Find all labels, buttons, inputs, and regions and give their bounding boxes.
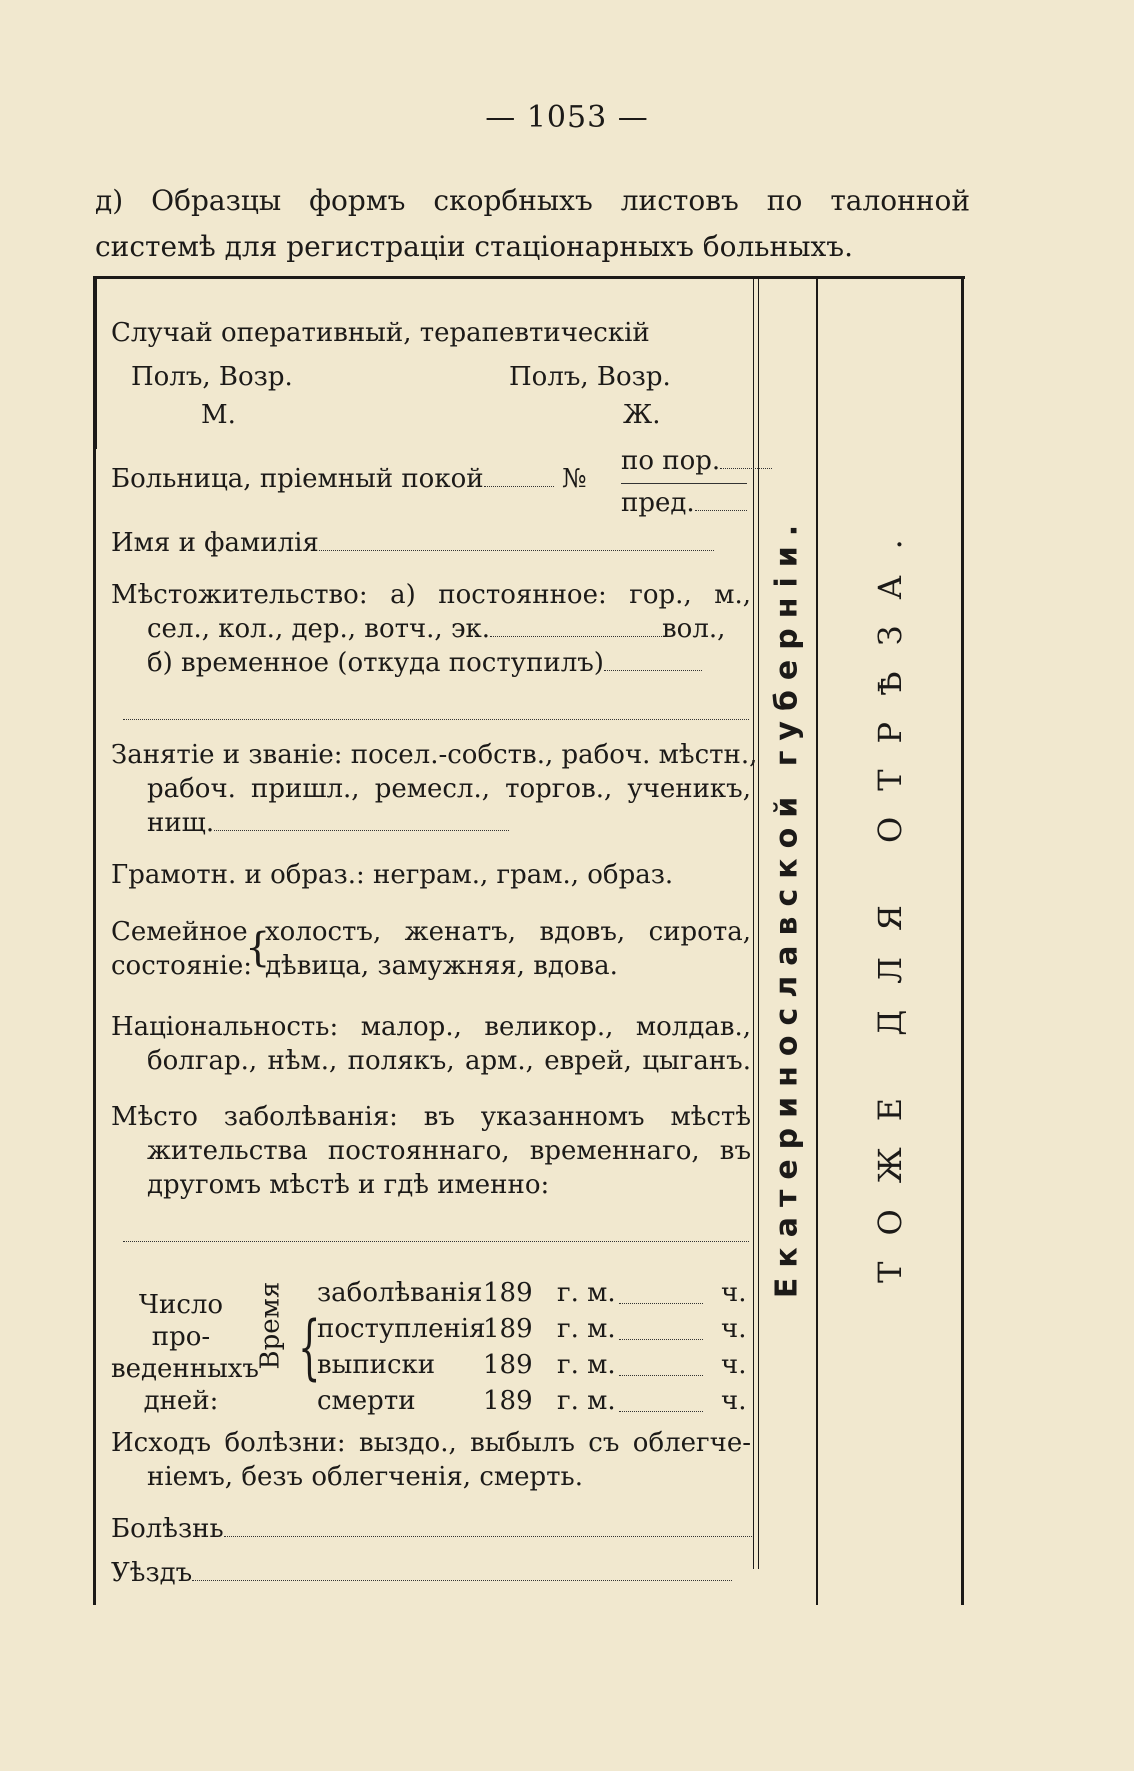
hospital-field[interactable] — [484, 464, 554, 487]
days-block — [111, 1275, 751, 1425]
right-border — [961, 279, 964, 1605]
time-gm: г. м. — [557, 1386, 616, 1416]
time-row — [317, 1347, 751, 1383]
disease-field[interactable] — [224, 1514, 752, 1537]
vertical-tear-text: ТОЖЕ ДЛЯ ОТРѢЗА. — [870, 513, 909, 1283]
outcome-1: Исходъ болѣзни: выздо., выбылъ съ облегче- — [111, 1428, 751, 1458]
name-label: Имя и фамилія — [111, 528, 319, 558]
residence-2 — [147, 613, 751, 646]
number-sign: № — [561, 464, 587, 494]
residence-1: Мѣстожительство: а) постоянное: гор., м., — [111, 580, 751, 610]
time-year: 189 — [483, 1278, 533, 1308]
vertical-column-1 — [758, 279, 816, 1605]
literacy-row: Грамотн. и образ.: неграм., грам., образ. — [111, 860, 674, 890]
previous-label: пред. — [621, 488, 695, 518]
family-options-2: дѣвица, замужняя, вдова. — [265, 951, 618, 981]
occupation-2: рабоч. пришл., ремесл., торгов., ученикъ, — [147, 774, 751, 804]
time-ch: ч. — [721, 1314, 747, 1344]
place-extra-line[interactable] — [123, 1241, 749, 1242]
days-label-2: веденныхъ — [111, 1354, 259, 1384]
district-field[interactable] — [192, 1558, 732, 1581]
previous — [621, 487, 751, 520]
time-event: заболѣванія — [317, 1278, 483, 1308]
days-label-1: Число про- — [138, 1290, 224, 1352]
time-field[interactable] — [619, 1389, 703, 1412]
vertical-province-text: Екатеринославской губерніи. — [769, 514, 805, 1299]
outcome-2: ніемъ, безъ облегченія, смерть. — [147, 1462, 583, 1492]
name-field[interactable] — [319, 528, 714, 551]
residence-village-field[interactable] — [490, 614, 662, 637]
previous-field[interactable] — [695, 488, 747, 511]
left-border — [93, 279, 96, 1605]
sex-age-left-label: Полъ, Возр. — [131, 362, 293, 392]
occupation-1: Занятіе и званіе: посел.-собств., рабоч. мѣстн., — [111, 740, 758, 770]
occupation-field[interactable] — [214, 808, 509, 831]
time-gm: г. м. — [557, 1278, 616, 1308]
disease-row — [111, 1513, 831, 1546]
time-year: 189 — [483, 1350, 533, 1380]
time-rows — [317, 1275, 751, 1419]
sex-age-left — [131, 361, 293, 394]
district-row — [111, 1557, 831, 1590]
family-block — [111, 915, 751, 985]
time-event: поступленія — [317, 1314, 486, 1344]
occupation-3-label: нищ. — [147, 808, 215, 838]
residence-3 — [147, 647, 751, 680]
days-label — [111, 1289, 259, 1417]
family-options-1: холостъ, женатъ, вдовъ, сирота, — [265, 917, 751, 947]
male-label: М. — [201, 400, 236, 430]
residence-extra-line[interactable] — [123, 719, 749, 720]
heading — [95, 178, 970, 270]
time-label: Время — [255, 1281, 286, 1370]
residence-temp-field[interactable] — [604, 648, 702, 671]
heading-line-2: системѣ для регистраціи стаціонарныхъ больныхъ. — [95, 230, 853, 263]
heading-line-1: д) Образцы формъ скорбныхъ листовъ по талонной — [95, 184, 970, 217]
family-label-1: Семейное — [111, 917, 248, 947]
female-label: Ж. — [623, 400, 661, 430]
page-number: — 1053 — — [485, 100, 649, 135]
time-event: выписки — [317, 1350, 436, 1380]
family-brace: { — [245, 925, 271, 971]
occupation-3 — [147, 807, 751, 840]
time-year: 189 — [483, 1314, 533, 1344]
residence-2-vol: вол., — [662, 614, 726, 644]
time-row — [317, 1311, 751, 1347]
sex-age-right-label: Полъ, Возр. — [509, 362, 671, 392]
time-brace: { — [298, 1306, 321, 1388]
time-gm: г. м. — [557, 1314, 616, 1344]
time-field[interactable] — [619, 1281, 703, 1304]
time-row — [317, 1275, 751, 1311]
vertical-column-2 — [818, 279, 961, 1605]
hospital-label: Больница, пріемный покой — [111, 464, 484, 494]
place-3: другомъ мѣстѣ и гдѣ именно: — [147, 1170, 550, 1200]
time-field[interactable] — [619, 1317, 703, 1340]
time-event: смерти — [317, 1386, 416, 1416]
disease-label: Болѣзнь — [111, 1514, 224, 1544]
by-order-label: по пор. — [621, 446, 721, 476]
time-field[interactable] — [619, 1353, 703, 1376]
form-body — [111, 279, 831, 1605]
time-year: 189 — [483, 1386, 533, 1416]
place-2: жительства постояннаго, временнаго, въ — [147, 1136, 751, 1166]
residence-3-label: б) временное (откуда поступилъ) — [147, 648, 604, 678]
name-row — [111, 527, 831, 560]
residence-2-label: сел., кол., дер., вотч., эк. — [147, 614, 491, 644]
nationality-2: болгар., нѣм., полякъ, арм., еврей, цыганъ. — [147, 1046, 751, 1076]
time-ch: ч. — [721, 1278, 747, 1308]
place-1: Мѣсто заболѣванія: въ указанномъ мѣстѣ — [111, 1102, 751, 1132]
nationality-1: Національность: малор., великор., молдав., — [111, 1012, 751, 1042]
left-inner-border — [96, 279, 97, 449]
district-label: Уѣздъ — [111, 1558, 193, 1588]
time-ch: ч. — [721, 1386, 747, 1416]
time-row — [317, 1383, 751, 1419]
case-type: Случай оперативный, терапевтическій — [111, 318, 650, 348]
sex-age-right — [509, 361, 669, 394]
time-gm: г. м. — [557, 1350, 616, 1380]
time-ch: ч. — [721, 1350, 747, 1380]
days-label-3: дней: — [143, 1386, 219, 1416]
family-label-2: состояніе: — [111, 951, 253, 981]
patient-form — [93, 276, 965, 1605]
